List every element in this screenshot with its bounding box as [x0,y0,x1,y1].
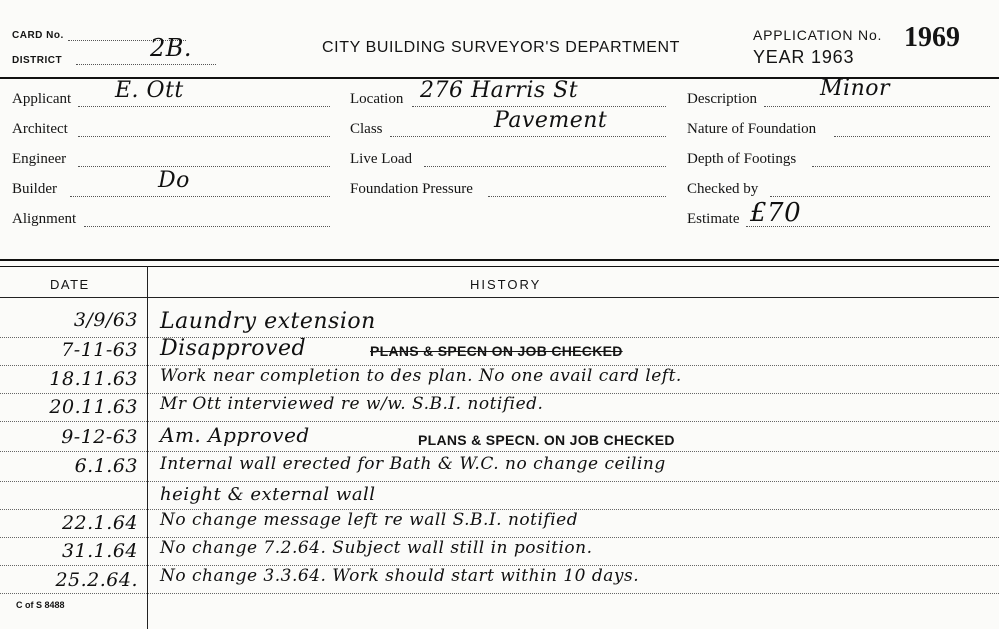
description-line [764,106,990,107]
history-text: Am. Approved [160,423,310,447]
nature-of-foundation-line [834,136,990,137]
location-line [412,106,666,107]
history-rule-bottom [0,266,999,267]
applicant-label: Applicant [12,91,72,107]
engineer-label: Engineer [12,151,67,167]
class-line [390,136,666,137]
location-value: 276 Harris St [420,78,579,103]
builder-line [70,196,330,197]
class-value: Pavement [494,108,608,133]
history-stamp: PLANS & SPECN. ON JOB CHECKED [418,432,675,448]
applicant-line [78,106,330,107]
estimate-value: £70 [750,198,802,228]
history-ruled-line [0,337,999,338]
location-label: Location [350,91,404,107]
department-title: CITY BUILDING SURVEYOR'S DEPARTMENT [322,39,681,56]
date-column-header: DATE [50,277,90,292]
history-text: Laundry extension [160,309,376,334]
alignment-label: Alignment [12,211,77,227]
history-text: Disapproved [160,336,307,361]
district-line [76,64,216,65]
history-date: 25.2.64. [55,569,138,591]
history-date: 6.1.63 [74,455,138,477]
district-label: DISTRICT [12,55,63,66]
year-label: YEAR 1963 [753,47,855,67]
history-text: No change message left re wall S.B.I. notified [160,510,579,530]
form-code: C of S 8488 [16,600,65,610]
history-rule-top [0,259,999,261]
history-text: Internal wall erected for Bath & W.C. no change ceiling [160,454,666,474]
live-load-line [424,166,666,167]
nature-of-foundation-label: Nature of Foundation [687,121,817,137]
engineer-line [78,166,330,167]
live-load-label: Live Load [350,151,413,167]
class-label: Class [350,121,383,137]
history-text: Work near completion to des plan. No one avail card left. [160,366,682,386]
history-date: 22.1.64 [61,512,138,534]
card-no-label: CARD No. [12,30,64,41]
checked-by-line [770,196,990,197]
builder-label: Builder [12,181,57,197]
applicant-value: E. Ott [115,78,184,103]
builder-value: Do [158,168,190,193]
description-label: Description [687,91,757,107]
architect-line [78,136,330,137]
foundation-pressure-label: Foundation Pressure [350,181,473,197]
history-ruled-line [0,593,999,594]
history-ruled-line [0,421,999,422]
history-ruled-line [0,481,999,482]
history-date: 31.1.64 [61,540,138,562]
depth-of-footings-line [812,166,990,167]
district-value: 2B. [150,34,193,62]
history-ruled-line [0,451,999,452]
alignment-line [84,226,330,227]
application-number: 1969 [904,22,960,53]
date-column-divider [147,266,148,629]
history-date: 18.11.63 [49,368,138,390]
architect-label: Architect [12,121,68,137]
history-text: Mr Ott interviewed re w/w. S.B.I. notified. [160,394,544,414]
foundation-pressure-line [488,196,666,197]
history-stamp: PLANS & SPECN ON JOB CHECKED [370,343,623,359]
history-date: 20.11.63 [49,396,138,418]
depth-of-footings-label: Depth of Footings [687,151,797,167]
description-value: Minor [820,76,890,101]
application-no-label: APPLICATION No. [753,27,883,43]
history-date: 7-11-63 [61,339,138,361]
history-text: No change 3.3.64. Work should start within 10 days. [160,566,640,586]
history-column-header: HISTORY [470,277,542,292]
checked-by-label: Checked by [687,181,759,197]
history-text: No change 7.2.64. Subject wall still in position. [160,538,593,558]
history-header-rule [0,297,999,298]
history-text-continued: height & external wall [160,484,376,505]
estimate-label: Estimate [687,211,740,227]
history-date: 3/9/63 [73,309,138,331]
history-date: 9-12-63 [61,426,138,448]
